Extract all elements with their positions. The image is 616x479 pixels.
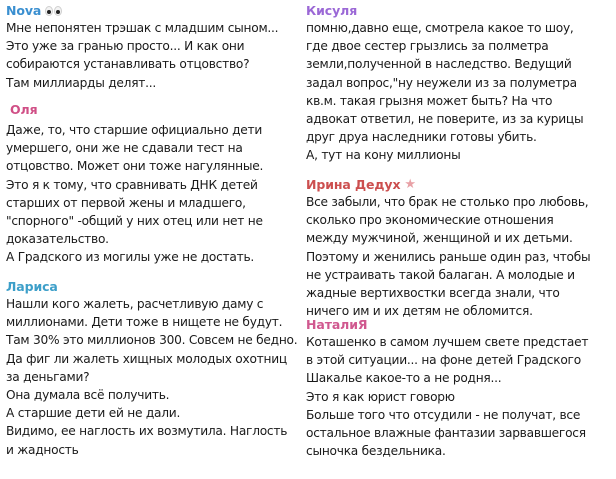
comment-line: ничего им и их детям не обломится. [306, 304, 533, 319]
comment-line: Коташенко в самом лучшем свете предстает [306, 335, 589, 349]
comment-line: друг друа наследники готовы убить. [306, 130, 537, 145]
comment-olya [10, 102, 38, 118]
comment-line: Она думала всё получить. [6, 388, 170, 403]
author-label[interactable]: Nova [6, 3, 42, 18]
comment-line: земли,полученной в наследство. Ведущий [306, 57, 572, 72]
comment-line: отцовство. Может они тоже нагулянные. [6, 159, 264, 174]
comment-line: за деньгами? [6, 369, 90, 384]
comment-text [306, 333, 588, 460]
comment-irina-dedukh [306, 177, 590, 320]
comment-line: в этой ситуации... на фоне детей Градского [306, 353, 581, 368]
star-icon: ★ [404, 177, 416, 192]
author-name[interactable] [306, 3, 583, 19]
comment-line: доказательство. [6, 232, 109, 247]
comment-nataliya [306, 317, 588, 460]
comment-text [306, 193, 590, 320]
comment-kisulya [306, 3, 583, 165]
comment-line: кв.м. такая грызня может быть? На что [306, 93, 553, 108]
comment-line: Там 30% это миллионов 300. Совсем не бедно. [6, 333, 298, 348]
comment-line: умершего, они же не сдавали тест на [6, 141, 243, 156]
comment-line: собираются устанавливать отцовство? [6, 57, 250, 72]
comment-olya-body [6, 121, 263, 267]
comment-text [306, 19, 583, 165]
comment-line: между мужчиной, женщиной и их детьми. [306, 231, 573, 246]
author-label[interactable]: Кисуля [306, 3, 358, 18]
author-label[interactable]: Лариса [6, 279, 58, 294]
comment-text [6, 121, 263, 267]
comment-line: "спорного" -общий у них отец или нет не [6, 214, 263, 229]
comment-line: Там миллиарды делят... [6, 75, 156, 90]
comment-line: Даже, то, что старшие официально дети [6, 123, 263, 137]
comment-line: задал вопрос,"ну неужели из за полуметра [306, 75, 577, 90]
comment-line: где двое сестер грызлись за полметра [306, 39, 549, 54]
comment-line: Видимо, ее наглость их возмутила. Наглость [6, 424, 288, 439]
comment-line: адвокат ответил, не поверите, из за курицы [306, 112, 584, 127]
comment-line: А старшие дети ей не дали. [6, 406, 181, 421]
author-label[interactable]: НаталиЯ [306, 317, 368, 332]
comment-line: Поэтому и женились раньше один раз, чтобы [306, 249, 591, 264]
comment-line: Это я к тому, что сравнивать ДНК детей [6, 177, 258, 192]
comment-line: Больше того что отсудили - не получат, все [306, 407, 581, 422]
comment-line: Шакалье какое-то а не родня... [306, 371, 502, 386]
comment-line: миллионами. Дети тоже в нищете не будут. [6, 315, 283, 330]
comment-text [6, 19, 278, 92]
comment-nova [6, 3, 278, 92]
comment-larisa [6, 279, 297, 459]
comment-line: помню,давно еще, смотрела какое то шоу, [306, 21, 574, 35]
author-name[interactable] [6, 3, 278, 19]
comment-line: Нашли кого жалеть, расчетливую даму с [6, 297, 264, 311]
comment-line: А Градского из могилы уже не достать. [6, 250, 255, 265]
comment-line: Это уже за гранью просто... И как они [6, 39, 245, 54]
author-label[interactable]: Ирина Дедух [306, 177, 401, 192]
author-name[interactable] [306, 177, 590, 193]
comment-line: и жадность [6, 442, 79, 457]
author-label[interactable]: Оля [10, 102, 38, 117]
comment-text [6, 295, 297, 459]
comment-line: сколько про экономические отношения [306, 213, 554, 228]
comment-line: Да фиг ли жалеть хищных молодых охотниц [6, 351, 287, 366]
comment-line: А, тут на кону миллионы [306, 148, 461, 163]
comment-line: жадные вертихвостки всегда знали, что [306, 286, 560, 301]
eyes-emoji-icon [45, 6, 62, 16]
comment-line: сыночка бездельника. [306, 444, 446, 459]
comment-line: Мне непонятен трэшак с младшим сыном... [6, 21, 279, 35]
comment-line: Это я как юрист говорю [306, 389, 455, 404]
author-name[interactable] [6, 279, 297, 295]
comment-line: остальное влажные фантазии зарвавшегося [306, 426, 586, 441]
author-name[interactable] [10, 102, 38, 118]
author-name[interactable] [306, 317, 588, 333]
comment-line: не устраивать такой балаган. А молодые и [306, 267, 575, 282]
comment-line: старших от первой жены и младшего, [6, 195, 246, 210]
comment-line: Все забыли, что брак не столько про любовь, [306, 195, 589, 209]
